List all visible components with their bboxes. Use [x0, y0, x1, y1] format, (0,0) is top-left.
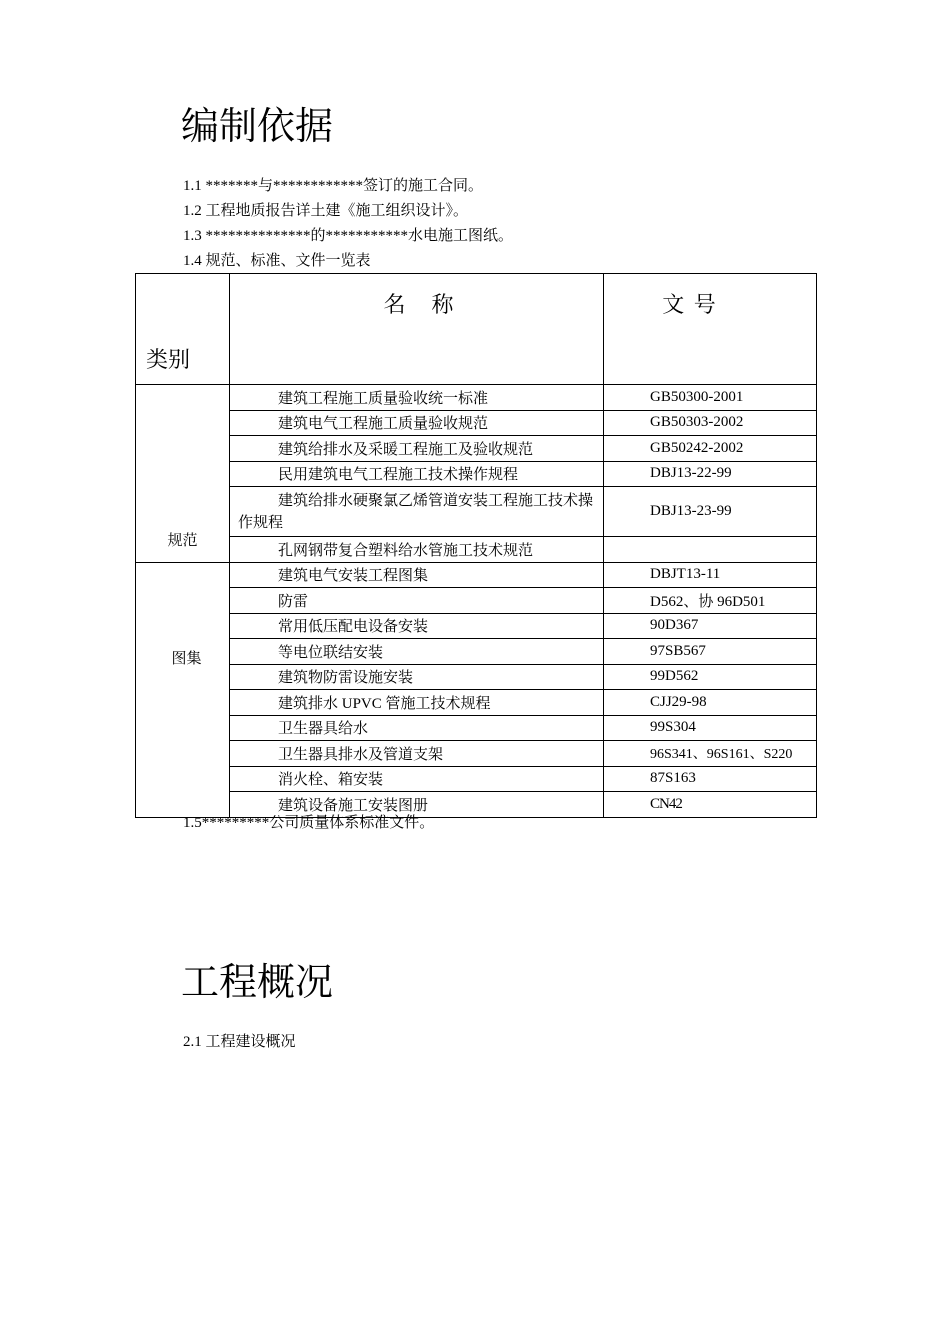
atlas-name: 建筑物防雷设施安装 [230, 664, 604, 690]
item-1-3: 1.3 **************的***********水电施工图纸。 [183, 228, 514, 244]
table-row [136, 410, 817, 436]
item-2-1: 2.1 工程建设概况 [183, 1034, 296, 1050]
standard-name: 建筑电气工程施工质量验收规范 [230, 410, 604, 436]
table-header-row [136, 274, 817, 385]
section-heading-overview: 工程概况 [181, 962, 334, 1004]
atlas-name: 防雷 [230, 588, 604, 614]
table-row [136, 613, 817, 639]
atlas-number: CN42 [604, 792, 817, 818]
standard-number: GB50300-2001 [604, 385, 817, 411]
atlas-number: D562、协 96D501 [604, 588, 817, 614]
table-row [136, 537, 817, 563]
standard-name: 建筑给排水硬聚氯乙烯管道安装工程施工技术操作规程 [230, 487, 604, 537]
standard-number: DBJ13-23-99 [604, 487, 817, 537]
item-1-5: 1.5*********公司质量体系标准文件。 [183, 815, 435, 831]
atlas-name: 常用低压配电设备安装 [230, 613, 604, 639]
atlas-name: 等电位联结安装 [230, 639, 604, 665]
atlas-number: CJJ29-98 [604, 690, 817, 716]
atlas-name: 消火栓、箱安装 [230, 766, 604, 792]
table-row [136, 639, 817, 665]
standard-name: 建筑工程施工质量验收统一标准 [230, 385, 604, 411]
table-row [136, 766, 817, 792]
table-row [136, 741, 817, 767]
item-1-2: 1.2 工程地质报告详土建《施工组织设计》。 [183, 203, 469, 219]
atlas-name: 建筑排水 UPVC 管施工技术规程 [230, 690, 604, 716]
atlas-number: 96S341、96S161、S220 [604, 741, 817, 767]
table-row [136, 690, 817, 716]
atlas-number: 97SB567 [604, 639, 817, 665]
standard-number [604, 537, 817, 563]
atlas-name: 卫生器具排水及管道支架 [230, 741, 604, 767]
standard-name: 孔网钢带复合塑料给水管施工技术规范 [230, 537, 604, 563]
table-row [136, 588, 817, 614]
table-row [136, 436, 817, 462]
standard-name: 建筑给排水及采暖工程施工及验收规范 [230, 436, 604, 462]
section-heading-basis: 编制依据 [181, 106, 334, 148]
header-name: 名 称 [230, 274, 604, 385]
standards-table [135, 273, 817, 818]
atlas-name: 建筑设备施工安装图册 [230, 792, 604, 818]
category-cell-standards: 规范 [136, 385, 230, 563]
atlas-number: 87S163 [604, 766, 817, 792]
standard-name: 民用建筑电气工程施工技术操作规程 [230, 461, 604, 487]
atlas-number: 99D562 [604, 664, 817, 690]
atlas-number: 90D367 [604, 613, 817, 639]
table-row [136, 664, 817, 690]
item-1-4: 1.4 规范、标准、文件一览表 [183, 253, 371, 269]
table-row [136, 487, 817, 537]
header-number: 文 号 [604, 274, 817, 385]
standard-number: DBJ13-22-99 [604, 461, 817, 487]
category-cell-atlas: 图集 [136, 562, 230, 817]
table-row [136, 715, 817, 741]
table-row [136, 562, 817, 588]
standard-number: GB50242-2002 [604, 436, 817, 462]
atlas-number: DBJT13-11 [604, 562, 817, 588]
table-row [136, 461, 817, 487]
table-row [136, 385, 817, 411]
atlas-name: 卫生器具给水 [230, 715, 604, 741]
item-1-1: 1.1 *******与************签订的施工合同。 [183, 178, 484, 194]
header-category: 类别 [136, 274, 230, 385]
atlas-name: 建筑电气安装工程图集 [230, 562, 604, 588]
standard-number: GB50303-2002 [604, 410, 817, 436]
atlas-number: 99S304 [604, 715, 817, 741]
